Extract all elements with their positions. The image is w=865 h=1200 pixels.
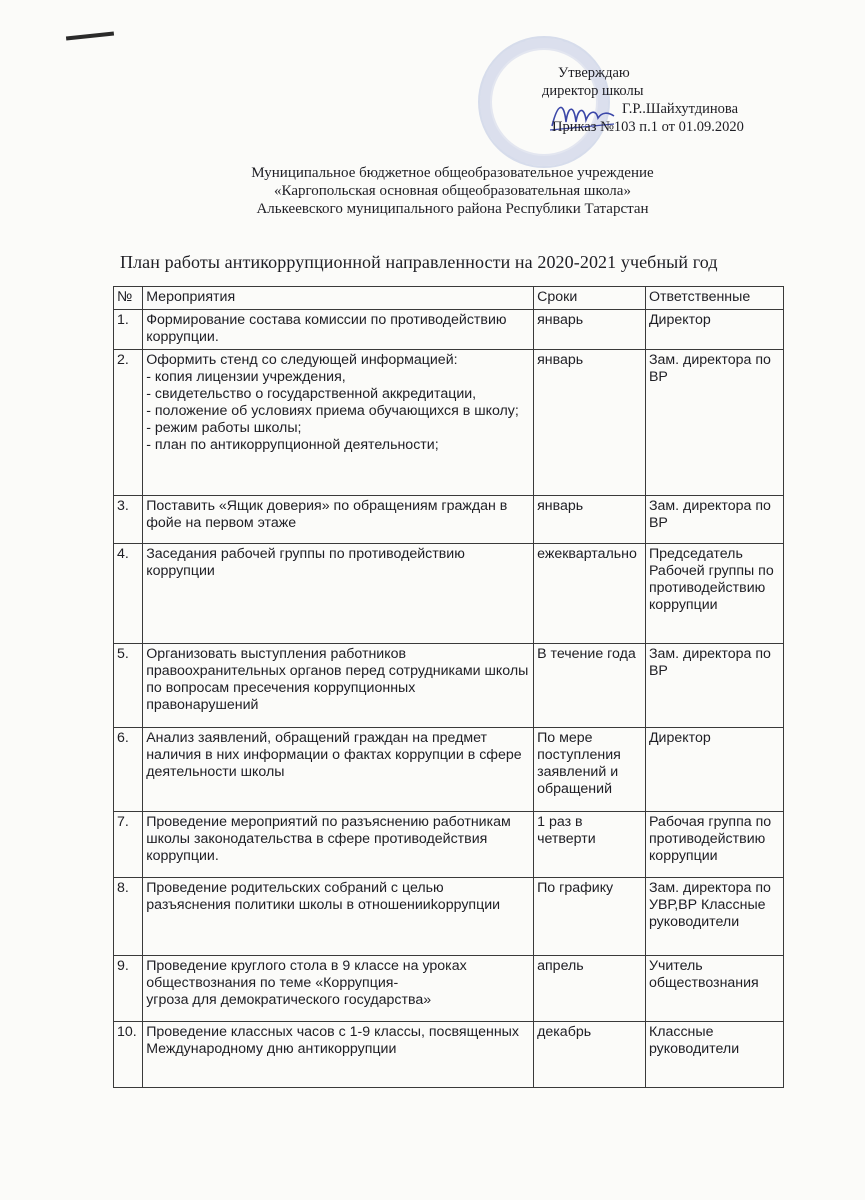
row-responsible: Зам. директора по ВР (645, 350, 783, 496)
approval-signer: Г.Р..Шайхутдинова (622, 101, 739, 117)
approval-position: директор школы (542, 83, 644, 99)
table-row (114, 1022, 784, 1088)
table-row (114, 350, 784, 496)
table-row (114, 878, 784, 956)
header-event: Мероприятия (143, 287, 534, 310)
row-term: январь (534, 496, 646, 544)
header-responsible: Ответственные (645, 287, 783, 310)
approval-title: Утверждаю (558, 65, 630, 81)
row-term: апрель (534, 956, 646, 1022)
row-responsible: Зам. директора по ВР (645, 644, 783, 728)
row-number: 5. (114, 644, 143, 728)
row-number: 10. (114, 1022, 143, 1088)
approval-block (530, 64, 830, 136)
institution-line: Муниципальное бюджетное общеобразовательное учреждение (251, 165, 654, 181)
row-event: Анализ заявлений, обращений граждан на предмет наличия в них информации о фактах коррупции в сфере деятельности школы (143, 728, 534, 812)
row-event: Заседания рабочей группы по противодействию коррупции (143, 544, 534, 644)
row-term: 1 раз в четверти (534, 812, 646, 878)
table-row (114, 812, 784, 878)
table-row (114, 310, 784, 350)
table-row (114, 728, 784, 812)
row-number: 2. (114, 350, 143, 496)
header-number: № (114, 287, 143, 310)
row-responsible: Председатель Рабочей группы по противодействию коррупции (645, 544, 783, 644)
row-responsible: Директор (645, 310, 783, 350)
row-number: 1. (114, 310, 143, 350)
row-responsible: Учитель обществознания (645, 956, 783, 1022)
approval-order: Приказ №103 п.1 от 01.09.2020 (552, 119, 744, 135)
row-number: 4. (114, 544, 143, 644)
table-header-row (114, 287, 784, 310)
plan-table (113, 286, 784, 1088)
row-event: Проведение классных часов с 1-9 классы, посвященных Международному дню антикоррупции (143, 1022, 534, 1088)
row-responsible: Зам. директора по УВР,ВР Классные руководители (645, 878, 783, 956)
row-responsible: Директор (645, 728, 783, 812)
institution-line: «Каргопольская основная общеобразовательная школа» (274, 183, 631, 199)
row-responsible: Зам. директора по ВР (645, 496, 783, 544)
row-event: Поставить «Ящик доверия» по обращениям граждан в фойе на первом этаже (143, 496, 534, 544)
row-term: ежеквартально (534, 544, 646, 644)
table-row (114, 644, 784, 728)
row-event: Организовать выступления работников правоохранительных органов перед сотрудниками школы по вопросам пресечения коррупционных правонарушений (143, 644, 534, 728)
table-row (114, 544, 784, 644)
row-responsible: Классные руководители (645, 1022, 783, 1088)
row-term: По графику (534, 878, 646, 956)
institution-header (0, 164, 865, 218)
header-term: Сроки (534, 287, 646, 310)
row-number: 8. (114, 878, 143, 956)
table-row (114, 956, 784, 1022)
row-term: декабрь (534, 1022, 646, 1088)
row-term: январь (534, 310, 646, 350)
row-event: Оформить стенд со следующей информацией: - копия лицензии учреждения, - свидетельство о государственной аккредитации, - положение об условиях приема обучающихся в школу; - режим работы школы; - план по антикоррупционной деятельности; (143, 350, 534, 496)
row-term: В течение года (534, 644, 646, 728)
scan-artifact (66, 32, 114, 41)
row-number: 7. (114, 812, 143, 878)
row-event: Проведение родительских собраний с целью разъяснения политики школы в отношенииkоррупции (143, 878, 534, 956)
row-number: 6. (114, 728, 143, 812)
row-term: январь (534, 350, 646, 496)
row-responsible: Рабочая группа по противодействию коррупции (645, 812, 783, 878)
plan-title: План работы антикоррупционной направленности на 2020-2021 учебный год (120, 252, 718, 272)
row-event: Формирование состава комиссии по противодействию коррупции. (143, 310, 534, 350)
institution-line: Алькеевского муниципального района Республики Татарстан (256, 201, 649, 217)
row-event: Проведение мероприятий по разъяснению работникам школы законодательства в сфере противодействия коррупции. (143, 812, 534, 878)
row-number: 9. (114, 956, 143, 1022)
row-term: По мере поступления заявлений и обращений (534, 728, 646, 812)
row-number: 3. (114, 496, 143, 544)
table-row (114, 496, 784, 544)
row-event: Проведение круглого стола в 9 классе на уроках обществознания по теме «Коррупция- угроза для демократического государства» (143, 956, 534, 1022)
